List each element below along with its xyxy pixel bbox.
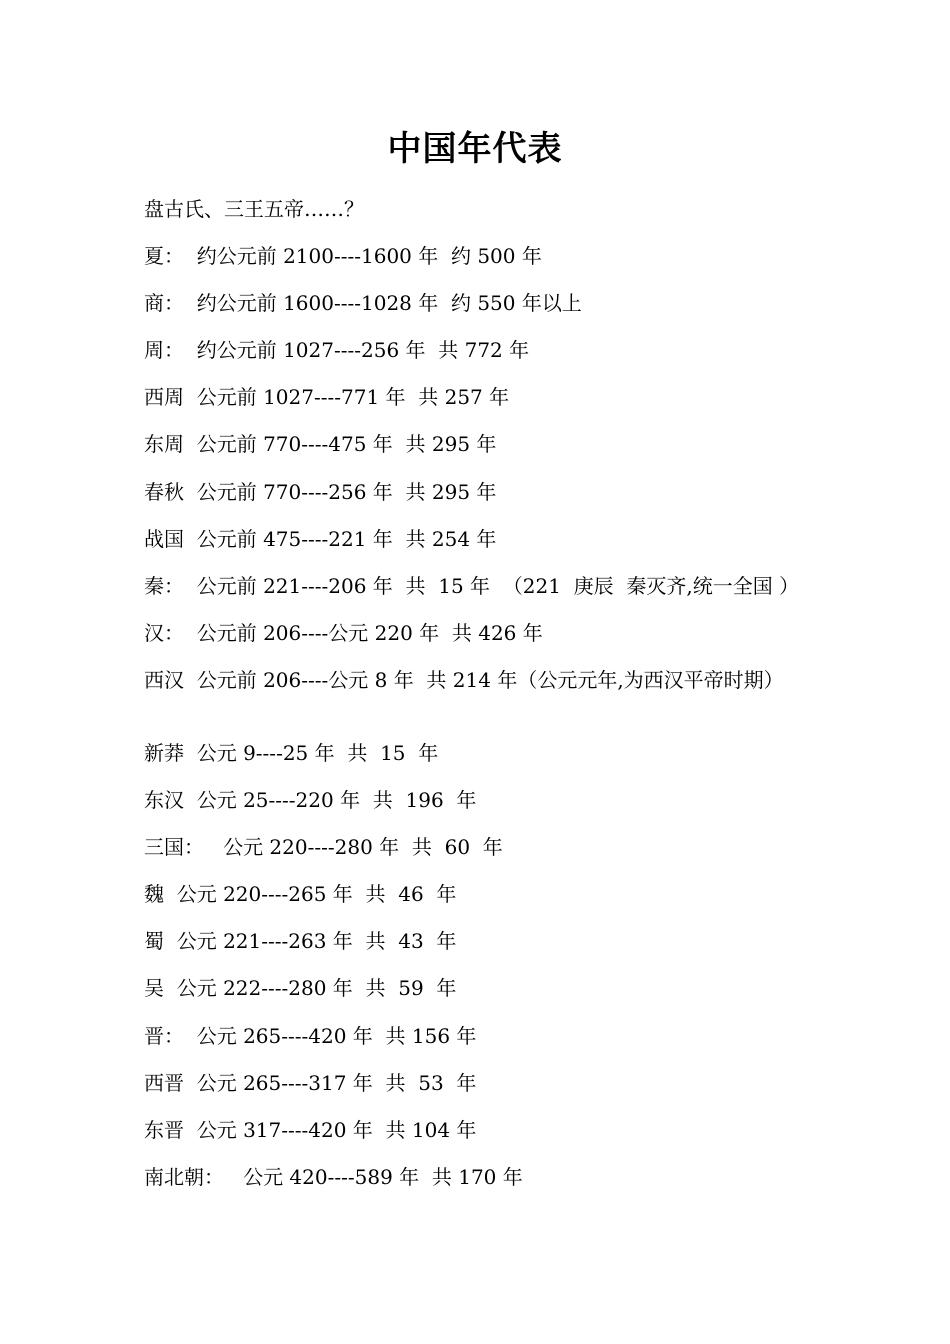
timeline-line: 西晋 公元 265----317 年 共 53 年 [144, 1071, 477, 1095]
page-title: 中国年代表 [387, 129, 563, 169]
timeline-line: 盘古氏、三王五帝……？ [144, 197, 364, 221]
timeline-line: 战国 公元前 475----221 年 共 254 年 [144, 527, 497, 551]
timeline-line: 秦： 公元前 221----206 年 共 15 年 （221 庚辰 秦灭齐,统一全国 ） [144, 574, 800, 598]
timeline-line: 东晋 公元 317----420 年 共 104 年 [144, 1118, 477, 1142]
timeline-line: 新莽 公元 9----25 年 共 15 年 [144, 741, 439, 765]
timeline-line: 西汉 公元前 206----公元 8 年 共 214 年（公元元年,为西汉平帝时期） [144, 668, 784, 692]
timeline-line: 南北朝： 公元 420----589 年 共 170 年 [144, 1165, 523, 1189]
timeline-line: 汉： 公元前 206----公元 220 年 共 426 年 [144, 621, 543, 645]
timeline-line: 周： 约公元前 1027----256 年 共 772 年 [144, 338, 530, 362]
timeline-line: 魏 公元 220----265 年 共 46 年 [144, 882, 457, 906]
timeline-line: 西周 公元前 1027----771 年 共 257 年 [144, 385, 510, 409]
timeline-line: 春秋 公元前 770----256 年 共 295 年 [144, 480, 497, 504]
timeline-line: 蜀 公元 221----263 年 共 43 年 [144, 929, 457, 953]
timeline-line: 东汉 公元 25----220 年 共 196 年 [144, 788, 477, 812]
timeline-line: 东周 公元前 770----475 年 共 295 年 [144, 432, 497, 456]
timeline-line: 晋： 公元 265----420 年 共 156 年 [144, 1024, 477, 1048]
timeline-line: 三国： 公元 220----280 年 共 60 年 [144, 835, 503, 859]
timeline-line: 商： 约公元前 1600----1028 年 约 550 年以上 [144, 291, 582, 315]
timeline-line: 夏： 约公元前 2100----1600 年 约 500 年 [144, 244, 542, 268]
timeline-line: 吴 公元 222----280 年 共 59 年 [144, 976, 457, 1000]
